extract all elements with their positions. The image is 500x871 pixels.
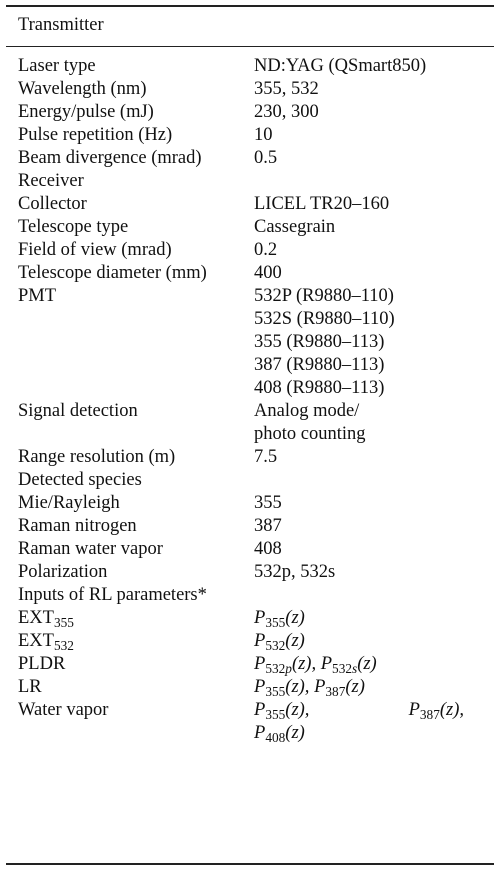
- table-row-ext532: $EXT_{532}$ $P_{532}(z)$: [18, 631, 305, 653]
- table-row-lr: LR $P_{355}(z)$, $P_{387}(z)$: [18, 677, 365, 699]
- row-label: Receiver: [18, 171, 84, 191]
- row-label: Signal detection: [18, 401, 138, 421]
- table-row: [0, 262, 500, 285]
- row-value: 355: [254, 493, 282, 513]
- table-row: [0, 423, 500, 446]
- table-row-pldr: PLDR $P_{532p}(z)$, $P_{532s}(z)$: [18, 654, 377, 676]
- row-label: Telescope diameter (mm): [18, 263, 207, 283]
- row-value: 230, 300: [254, 102, 319, 122]
- table-row: [0, 239, 500, 262]
- table-row-ext355: $EXT_{355}$ $P_{355}(z)$: [18, 608, 305, 630]
- row-value: 355 (R9880–113): [254, 332, 385, 352]
- table-row: [0, 446, 500, 469]
- row-value: 10: [254, 125, 273, 145]
- row-value: Cassegrain: [254, 217, 336, 237]
- row-value: 0.5: [254, 148, 278, 168]
- table-bottom-rule: [6, 863, 494, 865]
- row-value: 532S (R9880–110): [254, 309, 395, 329]
- table-row: [0, 492, 500, 515]
- table-row: [0, 515, 500, 538]
- row-label: Collector: [18, 194, 87, 214]
- table-row: [0, 331, 500, 354]
- table-top-rule: [6, 5, 494, 7]
- table-row: [0, 193, 500, 216]
- table-row: [0, 170, 500, 193]
- table-row: [0, 538, 500, 561]
- table-row: [0, 216, 500, 239]
- table-header-transmitter: Transmitter: [18, 15, 104, 35]
- table-header-rule: [6, 46, 494, 47]
- row-label: Pulse repetition (Hz): [18, 125, 173, 145]
- row-label: Range resolution (m): [18, 447, 176, 467]
- row-label: Field of view (mrad): [18, 240, 172, 260]
- table-row: [0, 78, 500, 101]
- row-value: 387: [254, 516, 282, 536]
- row-label: Telescope type: [18, 217, 129, 237]
- row-value: LICEL TR20–160: [254, 194, 390, 214]
- row-value: 7.5: [254, 447, 278, 467]
- row-label: Energy/pulse (mJ): [18, 102, 154, 122]
- table-row: [0, 285, 500, 308]
- row-value: 408: [254, 539, 282, 559]
- table-row: [0, 354, 500, 377]
- row-label: Raman nitrogen: [18, 516, 137, 536]
- row-value: 387 (R9880–113): [254, 355, 385, 375]
- table-row: [0, 584, 500, 607]
- table-row: [0, 377, 500, 400]
- row-label: PMT: [18, 286, 57, 306]
- row-value: 0.2: [254, 240, 278, 260]
- row-label: Polarization: [18, 562, 108, 582]
- table-row-water-vapor: Water vapor $P_{355}(z)$, $P_{387}(z)$, $P_{408}(z)$: [18, 700, 464, 745]
- row-value: 532P (R9880–110): [254, 286, 394, 306]
- table-row: [0, 469, 500, 492]
- row-label: Detected species: [18, 470, 142, 490]
- row-label: Raman water vapor: [18, 539, 163, 559]
- table-row: [0, 124, 500, 147]
- row-label: Wavelength (nm): [18, 79, 147, 99]
- table-row: [0, 55, 500, 78]
- row-value: 532p, 532s: [254, 562, 336, 582]
- row-label: Beam divergence (mrad): [18, 148, 202, 168]
- row-label: Inputs of RL parameters*: [18, 585, 207, 605]
- table-body: [0, 55, 500, 745]
- table-row: [0, 308, 500, 331]
- row-label: Laser type: [18, 56, 96, 76]
- table-row: [0, 147, 500, 170]
- row-value: 408 (R9880–113): [254, 378, 385, 398]
- row-value: 400: [254, 263, 282, 283]
- row-label: Mie/Rayleigh: [18, 493, 120, 513]
- table-row: [0, 101, 500, 124]
- table-row: [0, 400, 500, 423]
- row-value: photo counting: [254, 424, 366, 444]
- table-row: [0, 561, 500, 584]
- row-value: 355, 532: [254, 79, 319, 99]
- row-value: Analog mode/: [254, 401, 360, 421]
- row-value: ND:YAG (QSmart850): [254, 56, 427, 76]
